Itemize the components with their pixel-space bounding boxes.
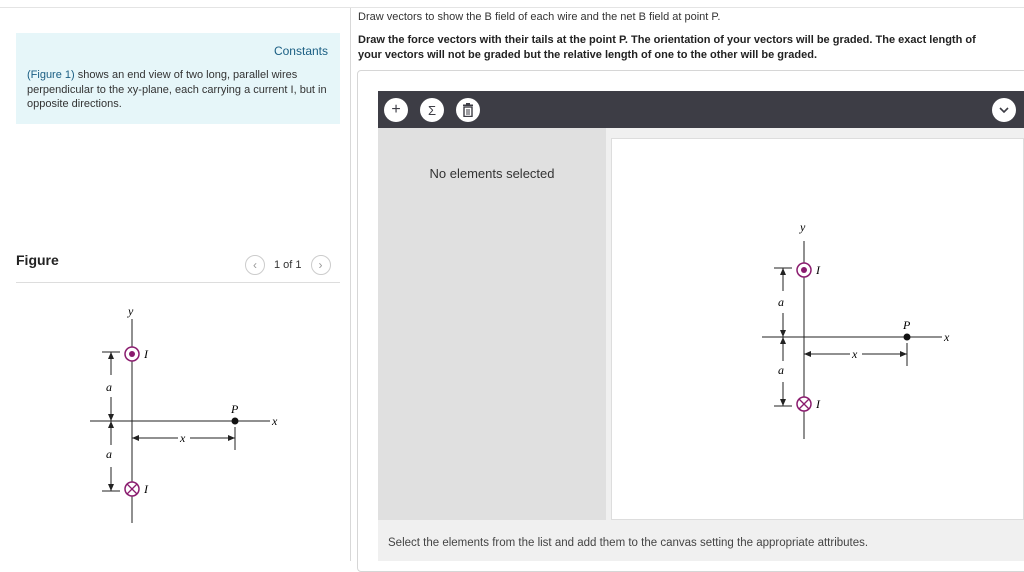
chevron-right-icon[interactable]: › — [311, 255, 331, 275]
constants-link[interactable]: Constants — [273, 44, 328, 58]
problem-intro-box — [16, 33, 340, 124]
canvas-distance-label-top: a — [778, 295, 784, 309]
point-p-marker — [232, 418, 239, 425]
canvas-wire-out-of-page-icon — [797, 263, 811, 277]
current-label-top: I — [144, 347, 148, 361]
x-distance-label: x — [180, 431, 186, 445]
canvas-area — [606, 128, 1024, 520]
vector-toolbar — [378, 91, 1024, 128]
chevron-down-icon[interactable] — [992, 98, 1016, 122]
x-axis-label: x — [272, 414, 278, 428]
current-label-bottom: I — [144, 482, 148, 496]
elements-panel — [378, 128, 606, 520]
wire-into-page-icon — [125, 482, 139, 496]
problem-text — [27, 68, 327, 112]
hint-text: Select the elements from the list and add them to the canvas setting the appropriate attributes. — [388, 537, 869, 549]
figure-pager — [245, 254, 331, 276]
trash-icon[interactable] — [456, 98, 480, 122]
problem-text-body: shows an end view of two long, parallel wires perpendicular to the xy-plane, each carrying a current I, but in opposite directions. — [27, 69, 327, 110]
canvas-wire-into-page-icon — [797, 397, 811, 411]
figure-diagram — [80, 295, 300, 530]
figure-heading: Figure — [16, 252, 59, 268]
instruction-line-1: Draw vectors to show the B field of each wire and the net B field at point P. — [358, 11, 721, 23]
plus-icon[interactable]: + — [384, 98, 408, 122]
canvas-current-label-bottom: I — [816, 397, 820, 411]
hint-bar — [378, 520, 1024, 561]
canvas-point-p-label: P — [903, 318, 911, 332]
canvas-x-axis-label: x — [944, 330, 950, 344]
instruction-line-2: Draw the force vectors with their tails at the point P. The orientation of your vectors will be graded. The exact length of your vectors will not be graded but the relative length of one to the other will be graded. — [358, 34, 976, 61]
canvas-x-distance-label: x — [852, 347, 858, 361]
point-p-label: P — [231, 402, 239, 416]
top-border — [0, 7, 1024, 8]
canvas-distance-label-bottom: a — [778, 363, 784, 377]
figure-link[interactable]: (Figure 1) — [27, 69, 75, 81]
canvas-diagram — [752, 217, 972, 452]
canvas-y-axis-label: y — [800, 220, 806, 234]
figure-divider — [16, 282, 340, 283]
drawing-canvas[interactable] — [611, 138, 1024, 520]
wire-out-of-page-icon — [125, 347, 139, 361]
no-elements-message: No elements selected — [429, 166, 555, 181]
distance-label-top: a — [106, 380, 112, 394]
pager-label: 1 of 1 — [274, 259, 302, 271]
canvas-point-p-marker — [904, 334, 911, 341]
distance-label-bottom: a — [106, 447, 112, 461]
canvas-current-label-top: I — [816, 263, 820, 277]
panel-divider — [350, 8, 351, 561]
chevron-left-icon[interactable]: ‹ — [245, 255, 265, 275]
y-axis-label: y — [128, 304, 134, 318]
sigma-icon[interactable]: Σ — [420, 98, 444, 122]
